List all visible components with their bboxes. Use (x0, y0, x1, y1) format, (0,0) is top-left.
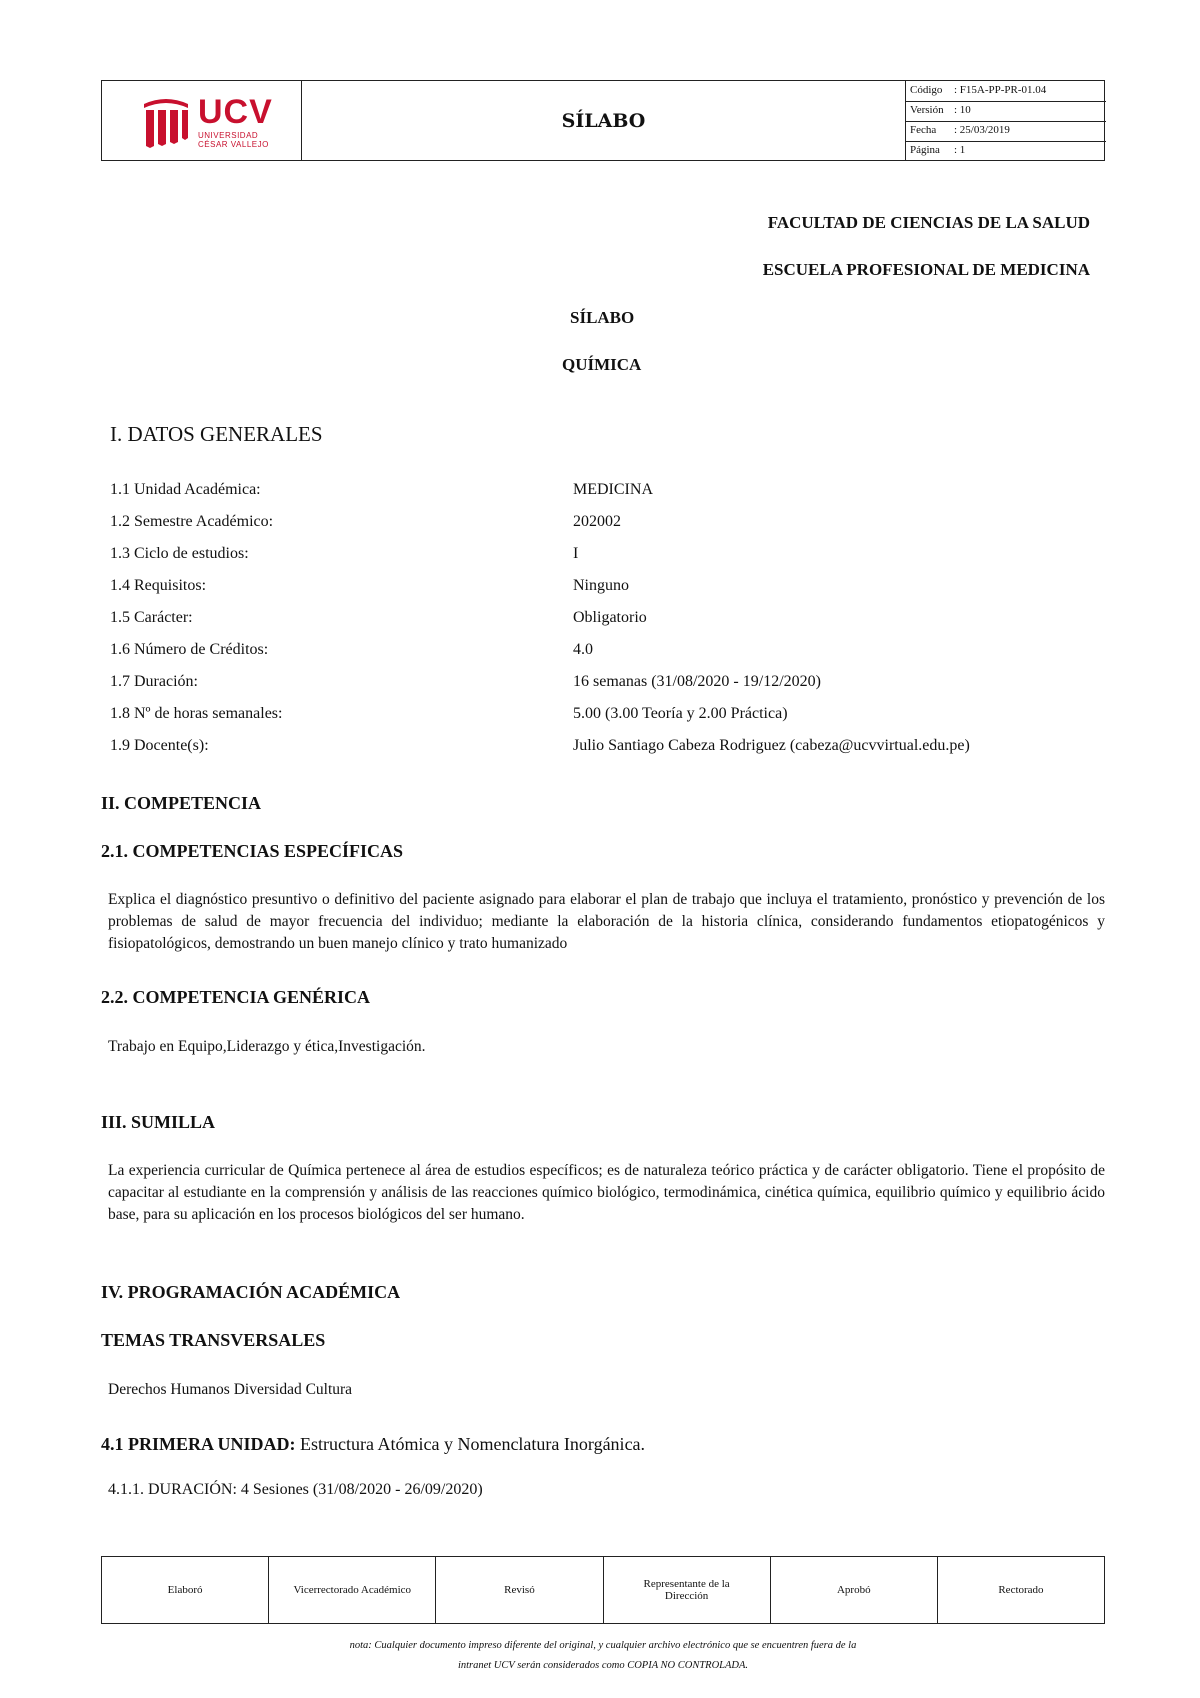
specific-competence-text: Explica el diagnóstico presuntivo o definitivo del paciente asignado para elaborar el plan de trabajo que incluya el tratamiento, pronóstico y prevención de los problemas de salud de mayor frecuencia del individuo; mediante la elaboración de la historia clínica, considerando fundamentos etiopatogénicos y fisiopatológicos, demostrando un buen manejo clínico y trato humanizado (108, 891, 1105, 952)
data-label: 1.4 Requisitos: (110, 577, 207, 594)
footer-note (101, 1636, 1105, 1676)
subsection-title-transversales: TEMAS TRANSVERSALES (101, 1330, 326, 1350)
data-label: 1.6 Número de Créditos: (110, 641, 269, 658)
data-value: Julio Santiago Cabeza Rodriguez (cabeza@ucvvirtual.edu.pe) (573, 737, 970, 754)
sumilla-text: La experiencia curricular de Química pertenece al área de estudios específicos; es de naturaleza teórico práctica y de carácter obligatorio. Tiene el propósito de capacitar al estudiante en la comprensión y análisis de las reacciones químico biológico, termodinámica, cinética química, equilibrio químico y equilibrio ácido base, para su aplicación en los procesos biológicos del ser humano. (108, 1162, 1105, 1223)
meta-date: Fecha : 25/03/2019 (906, 121, 1106, 142)
approval-cell: Elaboró (102, 1557, 269, 1623)
faculty-name: FACULTAD DE CIENCIAS DE LA SALUD (767, 213, 1090, 232)
subsection-title-generica: 2.2. COMPETENCIA GENÉRICA (101, 987, 371, 1007)
document-title: SÍLABO (570, 308, 635, 327)
data-value: 16 semanas (31/08/2020 - 19/12/2020) (573, 673, 821, 690)
document-meta (906, 81, 1106, 160)
data-value: MEDICINA (573, 481, 653, 498)
data-label: 1.3 Ciclo de estudios: (110, 545, 249, 562)
data-label: 1.8 Nº de horas semanales: (110, 705, 283, 722)
footer-note-line1: nota: Cualquier documento impreso diferente del original, y cualquier archivo electrónico que se encuentren fuera de la (349, 1640, 857, 1651)
data-label: 1.1 Unidad Académica: (110, 481, 261, 498)
meta-version: Versión : 10 (906, 101, 1106, 122)
subsection-title-especificas: 2.1. COMPETENCIAS ESPECÍFICAS (101, 841, 404, 861)
meta-code: Código : F15A-PP-PR-01.04 (906, 81, 1106, 102)
header-title: SÍLABO (302, 81, 906, 160)
meta-page: Página : 1 (910, 144, 966, 156)
section-title-programacion: IV. PROGRAMACIÓN ACADÉMICA (101, 1282, 401, 1302)
data-value: Obligatorio (573, 609, 647, 626)
data-label: 1.2 Semestre Académico: (110, 513, 274, 530)
course-name: QUÍMICA (562, 355, 642, 374)
approval-cell: Revisó (436, 1557, 603, 1623)
approval-cell: Rectorado (998, 1584, 1044, 1596)
approval-cell: Representante de la Dirección (604, 1557, 771, 1623)
transversal-topics-text: Derechos Humanos Diversidad Cultura (108, 1381, 353, 1398)
approval-cell: Aprobó (771, 1557, 938, 1623)
approval-cell: Vicerrectorado Académico (269, 1557, 436, 1623)
ucv-logo (140, 93, 273, 150)
unit-name: Estructura Atómica y Nomenclatura Inorgánica. (300, 1434, 646, 1454)
data-label: 1.7 Duración: (110, 673, 198, 690)
data-value: Ninguno (573, 577, 629, 594)
logo-subtitle: UNIVERSIDAD CÉSAR VALLEJO (198, 131, 269, 149)
header-table (101, 80, 1105, 161)
section-title-datos-generales: I. DATOS GENERALES (110, 422, 323, 446)
generic-competence-text: Trabajo en Equipo,Liderazgo y ética,Investigación. (108, 1038, 426, 1055)
data-value: 5.00 (3.00 Teoría y 2.00 Práctica) (573, 705, 788, 722)
unit-duration: 4.1.1. DURACIÓN: 4 Sesiones (31/08/2020 - 26/09/2020) (108, 1481, 483, 1498)
logo-cell (102, 81, 302, 160)
data-value: 202002 (573, 513, 621, 530)
data-label: 1.9 Docente(s): (110, 737, 209, 754)
section-title-competencia: II. COMPETENCIA (101, 793, 262, 813)
data-value: I (573, 545, 579, 562)
unit-label: 4.1 PRIMERA UNIDAD: (101, 1434, 296, 1454)
logo-brand: UCV (198, 93, 273, 131)
section-title-sumilla: III. SUMILLA (101, 1112, 216, 1132)
ucv-emblem-icon (140, 94, 192, 150)
data-value: 4.0 (573, 641, 593, 658)
footer-note-line2: intranet UCV serán considerados como COPIA NO CONTROLADA. (457, 1660, 749, 1671)
approval-table (101, 1556, 1105, 1624)
unit-heading (101, 1434, 645, 1455)
school-name: ESCUELA PROFESIONAL DE MEDICINA (762, 260, 1090, 279)
data-label: 1.5 Carácter: (110, 609, 193, 626)
